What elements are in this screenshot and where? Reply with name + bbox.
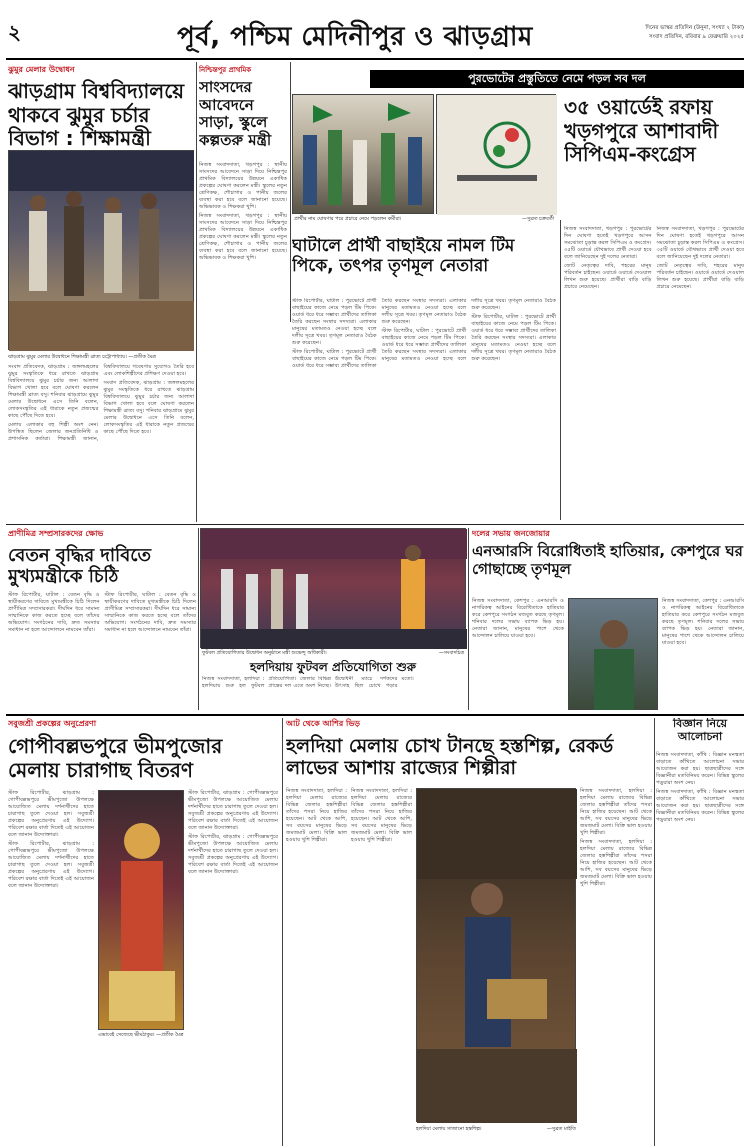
- story-headline: ঝাড়গ্রাম বিশ্ববিদ্যালয়ে থাকবে ঝুমুর চর্চার বিভাগ : শিক্ষামন্ত্রী: [8, 79, 185, 151]
- column-rule: [654, 718, 655, 1146]
- story-body-p1: স্টাফ রিপোর্টার, ঘাটাল : বেতন বৃদ্ধি ও স্থায়ীকরণের দাবিতে মুখ্যমন্ত্রীকে চিঠি দিলেন প্রাণীমিত্র সম্প্রসারকরা। দীর্ঘদিন ধরে সামান্য সাম্মানিকে কাজ করতে হচ্ছে বলে তাঁদের অভিযোগ। সংগঠনের দাবি, দ্রুত সমস্যার সমাধান না হলে আন্দোলনে নামবেন তাঁরা।: [8, 592, 100, 633]
- story-body-p1: নিজস্ব সংবাদদাতা, হলদিয়া : হলদিয়ায় শুরু হল ফুটবল প্রতিযোগিতা। জেলার বিভিন্ন প্রান্তের দল এতে অংশ নিচ্ছে। উদ্বোধনী ম্যাচে দর্শকদের উৎসাহ ছিল চোখে পড়ার মতো।: [202, 676, 414, 689]
- story-body: [564, 226, 744, 516]
- story-body: [292, 298, 556, 520]
- column-rule: [198, 528, 199, 710]
- story-body-p2: নিজস্ব সংবাদদাতা, কাঁথি : বিজ্ঞান মনস্কতা বাড়াতে কাঁথিতে আলোচনা সভার আয়োজন করা হয়। ছাত্রছাত্রীদের সঙ্গে বিজ্ঞানীরা মতবিনিময় করেন। বিভিন্ন স্কুলের পড়ুয়ারা অংশ নেয়।: [656, 789, 744, 823]
- story-headline: এনআরসি বিরোধিতাই হাতিয়ার, কেশপুরে ঘর গোছাচ্ছে তৃণমূল: [472, 542, 743, 578]
- story-body-p3: নিজস্ব সংবাদদাতা, খড়গপুর : পুরভোটের দিন ঘোষণা হতেই খড়গপুরে আসন সমঝোতা চূড়ান্ত করল সিপিএম ও কংগ্রেস। ৩৫টি ওয়ার্ডে যৌথভাবে প্রার্থী দেওয়া হবে বলে জানিয়েছেন দুই দলের নেতারা।: [656, 226, 744, 260]
- column-rule: [196, 62, 197, 522]
- story-body: [472, 598, 564, 710]
- page-header: [0, 0, 750, 58]
- story-body-p1: স্টাফ রিপোর্টার, ঘাটাল : পুরভোটে প্রার্থী বাছাইয়ের কাজে নেমে পড়ল টিম পিকে। ওয়ার্ড ধরে ধরে সম্ভাব্য প্রার্থীদের তালিকা তৈরি করছেন সংস্থার সদস্যরা। এলাকার মানুষের মতামতও নেওয়া হচ্ছে বলে দলীয় সূত্রে খবর। তৃণমূল নেতারাও বৈঠক শুরু করেছেন।: [292, 298, 377, 346]
- story-photo-stage: [200, 528, 466, 648]
- story-body-right: [580, 788, 652, 1146]
- story-headline: হলদিয়ায় ফুটবল প্রতিযোগিতা শুরু: [250, 660, 416, 674]
- story-photo-caption: ফুটবল প্রতিযোগিতার উদ্বোধন অনুষ্ঠানে মন্ত্রী শুভেন্দু অধিকারী।: [202, 650, 327, 656]
- story-body-p1: নিজস্ব সংবাদদাতা, খড়গপুর : স্থানীয় সাংসদের আবেদনে সাড়া দিয়ে নিশ্চিন্তপুর প্রাথমিক বিদ্যালয়ের উন্নয়নে একাধিক প্রকল্পের ঘোষণা করলেন মন্ত্রী। স্কুলের নতুন শ্রেণিকক্ষ, শৌচাগার ও পানীয় জলের ব্যবস্থা করা হবে বলে জানানো হয়েছে। অভিভাবক ও শিক্ষকরা খুশি।: [199, 162, 287, 210]
- story-headline: ৩৫ ওয়ার্ডেই রফায় খড়গপুরে আশাবাদী সিপিএম-কংগ্রেস: [564, 96, 719, 167]
- photo-wall-graffiti: [437, 95, 557, 215]
- story-body: [199, 162, 287, 522]
- story-body-p4: স্টাফ রিপোর্টার, ঝাড়গ্রাম : গোপীবল্লভপুরে ভীমপুজো উপলক্ষে আয়োজিত মেলায় দর্শনার্থীদের হাতে চারাগাছ তুলে দেওয়া হল। সবুজশ্রী প্রকল্পের অনুপ্রেরণায় এই উদ্যোগ। পরিবেশ রক্ষার বার্তা দিতেই এই আয়োজন বলে জানান উদ্যোক্তারা।: [188, 834, 278, 875]
- story-kicker: আট থেকে আশির ভিড়: [286, 719, 360, 728]
- story-photo-credit: —সংবাদচিত্র: [438, 650, 464, 656]
- story-body-p1: নিজস্ব সংবাদদাতা, খড়গপুর : পুরভোটের দিন ঘোষণা হতেই খড়গপুরে আসন সমঝোতা চূড়ান্ত করল সিপিএম ও কংগ্রেস। ৩৫টি ওয়ার্ডে যৌথভাবে প্রার্থী দেওয়া হবে বলে জানিয়েছেন দুই দলের নেতারা।: [564, 226, 652, 260]
- story-headline: সাংসদের আবেদনে সাড়া, স্কুলে কল্পতরু মন্ত্রী: [199, 78, 272, 150]
- story-body: [286, 788, 412, 1146]
- column-rule: [560, 220, 561, 520]
- story-photo-leader: [568, 598, 658, 710]
- story-body: [656, 752, 744, 1146]
- story-photo-craft: [416, 788, 576, 1122]
- story-body-p1: স্টাফ রিপোর্টার, ঝাড়গ্রাম : গোপীবল্লভপুরে ভীমপুজো উপলক্ষে আয়োজিত মেলায় দর্শনার্থীদের হাতে চারাগাছ তুলে দেওয়া হল। সবুজশ্রী প্রকল্পের অনুপ্রেরণায় এই উদ্যোগ। পরিবেশ রক্ষার বার্তা দিতেই এই আয়োজন বলে জানান উদ্যোক্তারা।: [8, 790, 94, 838]
- story-bhim-puja: [8, 718, 278, 1146]
- photo-craftsman: [417, 789, 577, 1123]
- story-body-right: [188, 790, 278, 1146]
- story-keshpur: [472, 528, 744, 710]
- story-body-p1: নিজস্ব সংবাদদাতা, কাঁথি : বিজ্ঞান মনস্কতা বাড়াতে কাঁথিতে আলোচনা সভার আয়োজন করা হয়। ছাত্রছাত্রীদের সঙ্গে বিজ্ঞানীরা মতবিনিময় করেন। বিভিন্ন স্কুলের পড়ুয়ারা অংশ নেয়।: [656, 752, 744, 786]
- story-body-p2: স্টাফ রিপোর্টার, ঘাটাল : বেতন বৃদ্ধি ও স্থায়ীকরণের দাবিতে মুখ্যমন্ত্রীকে চিঠি দিলেন প্রাণীমিত্র সম্প্রসারকরা। দীর্ঘদিন ধরে সামান্য সাম্মানিকে কাজ করতে হচ্ছে বলে তাঁদের অভিযোগ। সংগঠনের দাবি, দ্রুত সমস্যার সমাধান না হলে আন্দোলনে নামবেন তাঁরা।: [104, 592, 196, 633]
- story-body: [8, 790, 94, 1146]
- story-body: [8, 364, 194, 522]
- story-salary: [8, 528, 196, 710]
- photo-crowd: [293, 95, 435, 215]
- section-rule: [6, 714, 744, 716]
- story-body-p1: নিজস্ব সংবাদদাতা, কেশপুর : এনআরসি ও নাগরিকত্ব আইনের বিরোধিতাকে হাতিয়ার করে কেশপুরে সংগঠন মজবুত করছে তৃণমূল। শনিবার দলের সভায় ব্যাপক ভিড় হয়। নেতারা জানান, মানুষের পাশে থেকে আন্দোলন চালিয়ে যাওয়া হবে।: [472, 598, 564, 639]
- story-kicker: নিশ্চিন্তপুর প্রাথমিক: [199, 66, 252, 74]
- story-kicker: সবুজশ্রী প্রকল্পের অনুপ্রেরণা: [8, 719, 97, 728]
- header-rule: [6, 58, 744, 60]
- story-body-p3: স্টাফ রিপোর্টার, ঝাড়গ্রাম : গোপীবল্লভপুরে ভীমপুজো উপলক্ষে আয়োজিত মেলায় দর্শনার্থীদের হাতে চারাগাছ তুলে দেওয়া হল। সবুজশ্রী প্রকল্পের অনুপ্রেরণায় এই উদ্যোগ। পরিবেশ রক্ষার বার্তা দিতেই এই আয়োজন বলে জানান উদ্যোক্তারা।: [188, 790, 278, 831]
- story-haldia-fair: [286, 718, 652, 1146]
- story-science: [656, 718, 744, 1146]
- story-headline: হলদিয়া মেলায় চোখ টানছে হস্তশিল্প, রেকর্ড লাভের আশায় রাজ্যের শিল্পীরা: [286, 735, 614, 780]
- column-rule: [468, 528, 469, 710]
- story-body-p1: সংবাদ প্রতিবেদক, ঝাড়গ্রাম : জঙ্গলমহলের ঝুমুর সংস্কৃতিকে ধরে রাখতে ঝাড়গ্রাম বিশ্ববিদ্যালয়ে ঝুমুর চর্চার জন্য আলাদা বিভাগ খোলা হবে বলে ঘোষণা করলেন শিক্ষামন্ত্রী ব্রাত্য বসু। শনিবার ঝাড়গ্রামে ঝুমুর মেলার উদ্বোধনে এসে তিনি বলেন, লোকসংস্কৃতির এই ধারাকে নতুন প্রজন্মের কাছে পৌঁছে দিতে হবে।: [8, 364, 99, 419]
- story-body-p1: নিজস্ব সংবাদদাতা, হলদিয়া : হলদিয়া মেলায় রাজ্যের বিভিন্ন জেলার হস্তশিল্পীরা তাঁদের পসরা নিয়ে হাজির হয়েছেন। আট থেকে আশি, সব বয়সের মানুষের ভিড়ে জমজমাট মেলা। বিক্রি ভাল হওয়ায় খুশি শিল্পীরা।: [286, 788, 347, 843]
- story-body-p4: নিজস্ব সংবাদদাতা, হলদিয়া : হলদিয়া মেলায় রাজ্যের বিভিন্ন জেলার হস্তশিল্পীরা তাঁদের পসরা নিয়ে হাজির হয়েছেন। আট থেকে আশি, সব বয়সের মানুষের ভিড়ে জমজমাট মেলা। বিক্রি ভাল হওয়ায় খুশি শিল্পীরা।: [580, 839, 652, 887]
- photo-figures: [9, 151, 194, 351]
- story-caption: হলদিয়া মেলায় সাজানো হস্তশিল্প।: [416, 1126, 482, 1132]
- photo-speaker: [569, 599, 659, 710]
- story-kicker: প্রাণীমিত্র সম্প্রসারকদের ক্ষোভ: [8, 529, 104, 538]
- story-photo-idol: [98, 790, 184, 1030]
- photo-stage: [201, 529, 467, 649]
- story-headline: বিজ্ঞান নিয়ে আলোচনা: [673, 718, 727, 743]
- story-photo-rally: [292, 94, 434, 214]
- story-photo-caption: প্রার্থীর নাম ঘোষণার পরে প্রচারে নেমে পড়লেন কর্মীরা।: [294, 216, 402, 222]
- story-caption: ঝাড়গ্রাম ঝুমুর মেলার উদ্বোধনে শিক্ষামন্ত্রী ব্রাত্য চট্টোপাধ্যায়। —প্রতীক মৈত্র: [8, 354, 156, 360]
- story-body-p4: স্টাফ রিপোর্টার, ঘাটাল : পুরভোটে প্রার্থী বাছাইয়ের কাজে নেমে পড়ল টিম পিকে। ওয়ার্ড ধরে ধরে সম্ভাব্য প্রার্থীদের তালিকা তৈরি করছেন সংস্থার সদস্যরা। এলাকার মানুষের মতামতও নেওয়া হচ্ছে বলে দলীয় সূত্রে খবর। তৃণমূল নেতারাও বৈঠক শুরু করেছেন।: [471, 314, 556, 362]
- story-body-p3: নিজস্ব সংবাদদাতা, হলদিয়া : হলদিয়া মেলায় রাজ্যের বিভিন্ন জেলার হস্তশিল্পীরা তাঁদের পসরা নিয়ে হাজির হয়েছেন। আট থেকে আশি, সব বয়সের মানুষের ভিড়ে জমজমাট মেলা। বিক্রি ভাল হওয়ায় খুশি শিল্পীরা।: [580, 788, 652, 836]
- story-body-p2: স্টাফ রিপোর্টার, ঝাড়গ্রাম : গোপীবল্লভপুরে ভীমপুজো উপলক্ষে আয়োজিত মেলায় দর্শনার্থীদের হাতে চারাগাছ তুলে দেওয়া হল। সবুজশ্রী প্রকল্পের অনুপ্রেরণায় এই উদ্যোগ। পরিবেশ রক্ষার বার্তা দিতেই এই আয়োজন বলে জানান উদ্যোক্তারা।: [8, 841, 94, 889]
- story-caption: এভাবেই সেজেছে ভীমঠাকুর। —প্রতীক মৈত্র: [98, 1032, 184, 1038]
- story-credit: —সুব্রত মাইতি: [546, 1126, 576, 1132]
- story-kicker: ঝুমুর মেলার উদ্বোধন: [8, 65, 75, 74]
- story-photo-credit: —সুব্রত চক্রবর্তী: [521, 216, 554, 222]
- header-meta: [544, 24, 744, 42]
- story-body-p2: নিজস্ব সংবাদদাতা, কেশপুর : এনআরসি ও নাগরিকত্ব আইনের বিরোধিতাকে হাতিয়ার করে কেশপুরে সংগঠন মজবুত করছে তৃণমূল। শনিবার দলের সভায় ব্যাপক ভিড় হয়। নেতারা জানান, মানুষের পাশে থেকে আন্দোলন চালিয়ে যাওয়া হবে।: [662, 598, 744, 646]
- story-photo-wall: [436, 94, 556, 214]
- story-headline: গোপীবল্লভপুরে ভীমপুজোর মেলায় চারাগাছ বিতরণ: [8, 734, 223, 782]
- story-jhumur: [8, 62, 194, 522]
- page-number: ২: [8, 20, 22, 44]
- story-body-p2: মেলায় এলাকার বহু শিল্পী অংশ নেন। উপস্থিত ছিলেন জেলার জনপ্রতিনিধি ও প্রশাসনিক কর্তারা। শিক্ষামন্ত্রী জানান, বিশ্ববিদ্যালয়ে গবেষণার সুযোগও তৈরি হবে এবং লোকশিল্পীদের প্রশিক্ষণ দেওয়া হবে।: [8, 364, 194, 442]
- story-body: [8, 592, 196, 710]
- column-rule: [282, 718, 283, 1146]
- story-school: [199, 62, 287, 522]
- story-kicker: দলের সভায় জনজোয়ার: [472, 529, 550, 538]
- story-body: [202, 676, 464, 712]
- story-body-p3: সংবাদ প্রতিবেদক, ঝাড়গ্রাম : জঙ্গলমহলের ঝুমুর সংস্কৃতিকে ধরে রাখতে ঝাড়গ্রাম বিশ্ববিদ্যালয়ে ঝুমুর চর্চার জন্য আলাদা বিভাগ খোলা হবে বলে ঘোষণা করলেন শিক্ষামন্ত্রী ব্রাত্য বসু। শনিবার ঝাড়গ্রামে ঝুমুর মেলার উদ্বোধনে এসে তিনি বলেন, লোকসংস্কৃতির এই ধারাকে নতুন প্রজন্মের কাছে পৌঁছে দিতে হবে।: [103, 380, 194, 435]
- story-photo: [8, 150, 194, 350]
- story-body-p2: নিজস্ব সংবাদদাতা, হলদিয়া : হলদিয়া মেলায় রাজ্যের বিভিন্ন জেলার হস্তশিল্পীরা তাঁদের পসরা নিয়ে হাজির হয়েছেন। আট থেকে আশি, সব বয়সের মানুষের ভিড়ে জমজমাট মেলা। বিক্রি ভাল হওয়ায় খুশি শিল্পীরা।: [351, 788, 412, 843]
- story-headline: বেতন বৃদ্ধির দাবিতে মুখ্যমন্ত্রীকে চিঠি: [8, 545, 151, 588]
- story-banner: পুরভোটের প্রস্তুতিতে নেমে পড়ল সব দল: [370, 70, 744, 88]
- page-title: পূর্ব, পশ্চিম মেদিনীপুর ও ঝাড়গ্রাম: [177, 22, 533, 52]
- story-body-p2: জোট নেতৃত্বের দাবি, শহরের মানুষ পরিবর্তন চাইছেন। ওয়ার্ডে ওয়ার্ডে দেওয়াল লিখন শুরু হয়েছে। প্রার্থীরা বাড়ি বাড়ি প্রচারে নেমেছেন।: [564, 263, 652, 290]
- story-headline: ঘাটালে প্রার্থী বাছাইয়ে নামল টিম পিকে, তৎপর তৃণমূল নেতারা: [292, 236, 515, 277]
- header-meta-line1: দিনের ভাস্কর প্রতিদিন (উনুনা, সংখ্যা ২ টাকা): [645, 25, 744, 31]
- header-meta-line2: সংবাদ প্রতিদিন, রবিবার ৯ ফেব্রুয়ারি ২০২৫: [648, 34, 744, 40]
- story-body-p2: নিজস্ব সংবাদদাতা, খড়গপুর : স্থানীয় সাংসদের আবেদনে সাড়া দিয়ে নিশ্চিন্তপুর প্রাথমিক বিদ্যালয়ের উন্নয়নে একাধিক প্রকল্পের ঘোষণা করলেন মন্ত্রী। স্কুলের নতুন শ্রেণিকক্ষ, শৌচাগার ও পানীয় জলের ব্যবস্থা করা হবে বলে জানানো হয়েছে। অভিভাবক ও শিক্ষকরা খুশি।: [199, 213, 287, 261]
- section-rule: [6, 524, 744, 525]
- story-body-p4: জোট নেতৃত্বের দাবি, শহরের মানুষ পরিবর্তন চাইছেন। ওয়ার্ডে ওয়ার্ডে দেওয়াল লিখন শুরু হয়েছে। প্রার্থীরা বাড়ি বাড়ি প্রচারে নেমেছেন।: [656, 263, 744, 290]
- story-body-p2: স্টাফ রিপোর্টার, ঘাটাল : পুরভোটে প্রার্থী বাছাইয়ের কাজে নেমে পড়ল টিম পিকে। ওয়ার্ড ধরে ধরে সম্ভাব্য প্রার্থীদের তালিকা তৈরি করছেন সংস্থার সদস্যরা। এলাকার মানুষের মতামতও নেওয়া হচ্ছে বলে দলীয় সূত্রে খবর। তৃণমূল নেতারাও বৈঠক শুরু করেছেন।: [292, 298, 467, 369]
- photo-idol: [99, 791, 185, 1031]
- story-body-p3: স্টাফ রিপোর্টার, ঘাটাল : পুরভোটে প্রার্থী বাছাইয়ের কাজে নেমে পড়ল টিম পিকে। ওয়ার্ড ধরে ধরে সম্ভাব্য প্রার্থীদের তালিকা তৈরি করছেন সংস্থার সদস্যরা। এলাকার মানুষের মতামতও নেওয়া হচ্ছে বলে দলীয় সূত্রে খবর। তৃণমূল নেতারাও বৈঠক শুরু করেছেন।: [381, 298, 556, 362]
- story-body-right: [662, 598, 744, 710]
- column-rule: [290, 62, 291, 322]
